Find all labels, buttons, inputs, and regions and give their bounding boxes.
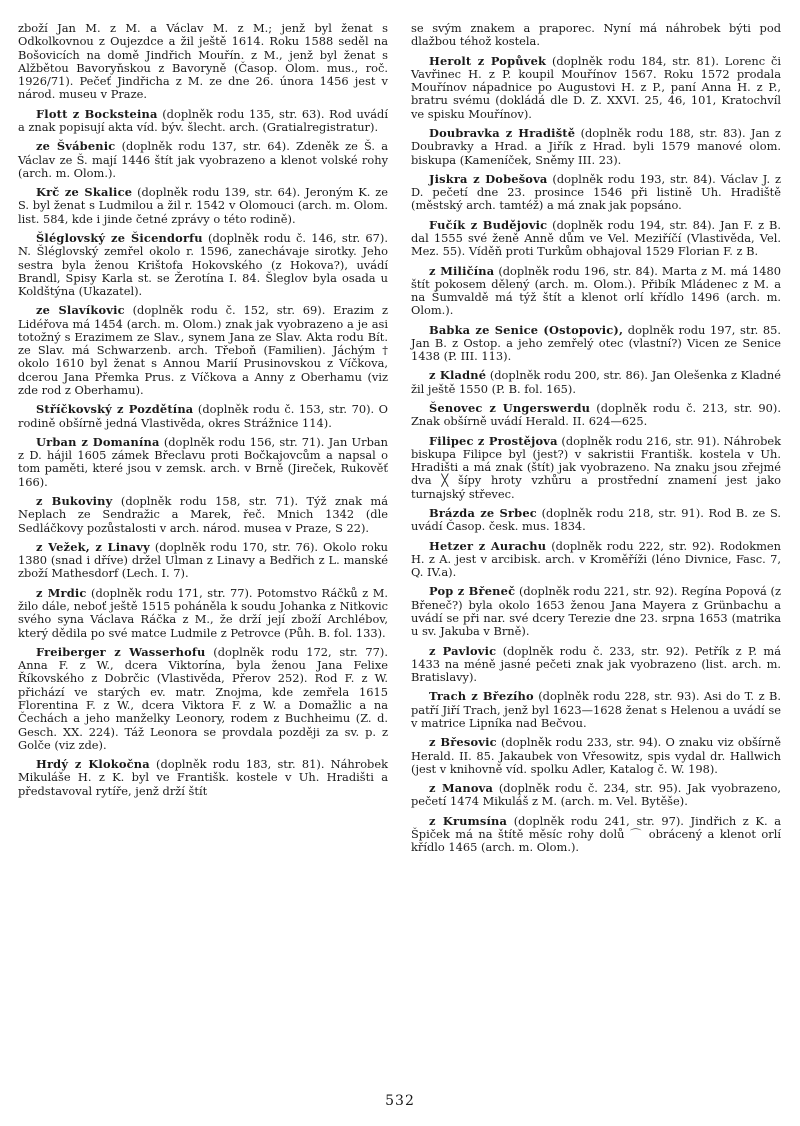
entry-cont-hrdy xyxy=(411,22,781,49)
entry-text: (doplněk rodu 158, str. 71). Týž znak má Neplach ze Sendražic a Marek, řeč. Mnich 1342 (dle Sedláčkovy pozůstalosti v arch. národ. musea v Praze, S 22). xyxy=(18,494,388,535)
entry-heading: ze Slavíkovic xyxy=(36,303,125,318)
entry-milicina xyxy=(411,265,781,318)
entry-heading: Freiberger z Wasserhofu xyxy=(36,644,206,659)
entry-heading: Šléglovský ze Šicendorfu xyxy=(36,230,203,245)
entry-heading: z Manova xyxy=(429,781,494,796)
entry-vezek xyxy=(18,541,388,581)
entry-heading: Trach z Březího xyxy=(429,689,534,704)
entry-sleglovsky xyxy=(18,232,388,298)
entry-heading: ze Švábenic xyxy=(36,139,116,154)
entry-doubravka xyxy=(411,127,781,167)
entry-text: (doplněk rodu 196, str. 84). Marta z M. má 1480 štít pokosem dělený (arch. m. Olom.). Přibík Mládenec z M. a na Šumvaldě má týž štít a klenot orlí křídlo 1496 (arch. m. Olom.). xyxy=(411,263,781,318)
entry-text: (doplněk rodu 193, str. 84). Václav J. z D. pečetí dne 23. prosince 1546 při listině Uh. Hradiště (městský arch. tamtéž) a má znak jak popsáno. xyxy=(411,171,781,213)
page-number: 532 xyxy=(385,1093,415,1109)
entry-text: (doplněk rodu 156, str. 71). Jan Urban z D. hájil 1605 zámek Břeclavu proti Bočkajovcům a napsal o tom paměti, které jsou v zemsk. arch. v Brně (Jireček, Rukověť 166). xyxy=(18,434,388,489)
entry-text: (doplněk rodu č. 233, str. 92). Petřík z P. má 1433 na méně jasné pečeti znak jak vyobrazeno (list. arch. m. Bratislavy). xyxy=(411,643,781,685)
entry-heading: Hetzer z Aurachu xyxy=(429,538,547,553)
entry-heading: Stříčkovský z Pozdětína xyxy=(36,402,194,417)
entry-pop xyxy=(411,585,781,638)
entry-krc xyxy=(18,186,388,226)
entry-senovec xyxy=(411,402,781,429)
entry-heading: Flott z Bocksteina xyxy=(36,106,158,121)
entry-jiskra xyxy=(411,173,781,213)
entry-filipec xyxy=(411,435,781,501)
entry-text: (doplněk rodu č. 146, str. 67). N. Šléglovský zemřel okolo r. 1596, zanechávaje sirotky. Jeho sestra byla ženou Krištofa Hokovského (z Hokova?), uvádí Brandl, Spisy Karla st. se Žerotína I. 84. Šleglov byla osada u Koldštýna (Ukazatel). xyxy=(18,230,388,299)
entry-heading: Krč ze Skalice xyxy=(36,185,133,200)
entry-text: (doplněk rodu 139, str. 64). Jeroným K. ze S. byl ženat s Ludmilou a žil r. 1542 v Olomouci (arch. m. Olom. list. 584, kde i jinde četné zprávy o této rodině). xyxy=(18,185,388,226)
entry-hrdy xyxy=(18,758,388,798)
right-column xyxy=(411,22,781,860)
left-column xyxy=(18,22,388,804)
entry-text: (doplněk rodu č. 153, str. 70). O rodině obšírně jedná Vlastivěda, okres Strážnice 114). xyxy=(18,402,389,430)
entry-heading: Filipec z Prostějova xyxy=(429,433,558,448)
entry-text: (doplněk rodu č. 152, str. 69). Erazim z Lidéřova má 1454 (arch. m. Olom.) znak jak vyobrazeno a je asi totožný s Erazimem ze Slav., synem Jana ze Slav. Akta rodu Bít. ze Slav. má Schwarzenb. arch. Třeboň (Familien). Jáchým † okolo 1610 byl ženat s Annou Marií Prusinovskou z Víčkova, dcerou Jana Přemka Prus. z Víčkova a Anny z Oberhamu (viz zde rod z Oberhamu). xyxy=(18,303,388,398)
entry-text: zboží Jan M. z M. a Václav M. z M.; jenž byl ženat s Odkolkovnou z Oujezdce a žil ještě 1614. Roku 1588 seděl na Bošovicích na domě Jindřich Mouřín. z M., jenž byl ženat s Alžbětou Bavoryňskou z Bavoryně (Časop. Olom. mus., roč. 1926/71). Pečeť Jindřicha z M. ze dne 26. února 1456 jest v národ. museu v Praze. xyxy=(18,21,388,102)
entry-text: doplněk rodu 197, str. 85. Jan B. z Ostop. a jeho zemřelý otec (vlastní?) Vicen ze Senice 1438 (P. III. 113). xyxy=(411,322,781,364)
entry-text: (doplněk rodu 241, str. 97). Jindřich z K. a Špiček má na štítě měsíc rohy dolů ⌒ obrácený a klenot orlí křídlo 1465 (arch. m. Olom.). xyxy=(411,813,781,855)
entry-text: (doplněk rodu 222, str. 92). Rodokmen H. z A. jest v arcibisk. arch. v Kroměříži (léno Divnice, Fasc. 7, Q. IV.a). xyxy=(411,538,782,580)
entry-cont-mourin xyxy=(18,22,388,102)
entry-strickovsky xyxy=(18,403,388,430)
entry-babka xyxy=(411,324,781,364)
entry-heading: z Kladné xyxy=(429,368,487,383)
entry-heading: z Miličína xyxy=(429,263,495,278)
entry-text: (doplněk rodu 233, str. 94). O znaku viz obšírně Herald. II. 85. Jakaubek von Vřesowitz, spis vydal dr. Hallwich (jest v knihovně víd. spolku Adler, Katalog č. W. 198). xyxy=(411,735,781,776)
entry-heading: Fučík z Budějovic xyxy=(429,217,548,232)
entry-kladne xyxy=(411,369,781,396)
entry-heading: z Břesovic xyxy=(429,735,497,750)
entry-text: (doplněk rodu 216, str. 91). Náhrobek biskupa Filipce byl (jest?) v sakristii Františk. kostela v Uh. Hradišti a má znak (štít) jak vyobrazeno. Na znaku jsou zřejmé dva ╳ šípy hroty vzhůru a prostřední znamení jest jako turnajský střevec. xyxy=(411,433,781,501)
entry-svabenic xyxy=(18,140,388,180)
entry-text: (doplněk rodu 188, str. 83). Jan z Doubravky a Hrad. a Jiřík z Hrad. byli 1579 manové olom. biskupa (Kameníček, Sněmy III. 23). xyxy=(411,125,781,167)
entry-text: (doplněk rodu 228, str. 93). Asi do T. z B. patří Jiří Trach, jenž byl 1623—1628 ženat s Helenou a uvádí se v matrice Lipníka nad Bečvou. xyxy=(411,689,781,730)
entry-heading: Herolt z Popůvek xyxy=(429,53,547,68)
entry-text: (doplněk rodu 172, str. 77). Anna F. z W., dcera Viktorína, byla ženou Jana Felixe Říkovského z Dobrčic (Vlastivěda, Přerov 252). Rod F. z W. přichází ve starých ev. matr. Znojma, kde zemřela 1615 Florentina F. z W., dcera Viktora F. z W. a Domažlic a na Čechách a jeho manželky Leonory, rodem z Buchheimu (Z. d. Gesch. XX. 224). Táž Leonora se provdala později za sv. p. z Golče (viz zde). xyxy=(18,644,388,752)
entry-heading: z Bukoviny xyxy=(36,494,113,508)
entry-heading: Babka ze Senice (Ostopovic), xyxy=(429,322,624,337)
entry-manova xyxy=(411,782,781,809)
entry-herolt xyxy=(411,55,781,121)
entry-text: (doplněk rodu č. 213, str. 90). Znak obšírně uvádí Herald. II. 624—625. xyxy=(411,401,781,429)
entry-mrdic xyxy=(18,587,388,640)
entry-text: (doplněk rodu 135, str. 63). Rod uvádí a znak popisují akta víd. býv. šlecht. arch. (Gratialregistratur). xyxy=(18,106,388,134)
entry-bresovic xyxy=(411,736,781,776)
entry-heading: Šenovec z Ungerswerdu xyxy=(429,401,591,416)
entry-fucik xyxy=(411,219,781,259)
entry-krumsina xyxy=(411,815,781,855)
entry-text: (doplněk rodu č. 234, str. 95). Jak vyobrazeno, pečetí 1474 Mikuláš z M. (arch. m. Vel. Bytěše). xyxy=(411,781,782,809)
entry-text: (doplněk rodu 194, str. 84). Jan F. z B. dal 1555 své ženě Anně dům ve Vel. Meziříčí (Vlastivěda, Vel. Mez. 55). Víděň proti Turkům obhajoval 1529 Florian F. z B. xyxy=(411,217,781,259)
entry-flott xyxy=(18,108,388,135)
entry-hetzer xyxy=(411,540,781,580)
entry-slavikovic xyxy=(18,304,388,397)
entry-brazda xyxy=(411,507,781,534)
entry-heading: Brázda ze Srbec xyxy=(429,506,537,520)
entry-text: (doplněk rodu 183, str. 81). Náhrobek Mikuláše H. z K. byl ve Františk. kostele v Uh. Hradišti a představoval rytíře, jenž drží štít xyxy=(18,757,388,798)
entry-text: se svým znakem a praporec. Nyní má náhrobek býti pod dlažbou téhož kostela. xyxy=(411,21,781,49)
entry-heading: z Pavlovic xyxy=(429,643,497,658)
entry-text: (doplněk rodu 218, str. 91). Rod B. ze S. uvádí Časop. česk. mus. 1834. xyxy=(411,506,781,534)
entry-pavlovic xyxy=(411,645,781,685)
entry-heading: Jiskra z Dobešova xyxy=(429,171,548,186)
entry-heading: Urban z Domanína xyxy=(36,434,160,449)
entry-heading: z Krumsína xyxy=(429,813,508,828)
entry-text: (doplněk rodu 137, str. 64). Zdeněk ze Š. a Václav ze Š. mají 1446 štít jak vyobrazeno a klenot volské rohy (arch. m. Olom.). xyxy=(18,139,388,180)
entry-trach xyxy=(411,690,781,730)
entry-heading: z Vežek, z Linavy xyxy=(36,539,150,554)
entry-text: (doplněk rodu 221, str. 92). Regína Popová (z Břeneč?) byla okolo 1653 ženou Jana Mayera z Grünbachu a uvádí se při nar. své dcery Terezie dne 23. srpna 1653 (matrika u sv. Jakuba v Brně). xyxy=(411,584,781,639)
entry-freiberger xyxy=(18,646,388,752)
entry-bukoviny xyxy=(18,495,388,535)
entry-text: (doplněk rodu 171, str. 77). Potomstvo Ráčků z M. žilo dále, neboť ještě 1515 poháněla k soudu Johanka z Nitkovic svého syna Václava Ráčka z M., že drží její zboží Archlébov, který dědila po své matce Ludmile z Petrovce (Půh. B. fol. 133). xyxy=(18,585,388,640)
entry-text: (doplněk rodu 184, str. 81). Lorenc či Vavřinec H. z P. koupil Mouřínov 1567. Roku 1572 prodala Mouřínov nápadnice po Augustovi H. z P., paní Anna H. z P., bratru svému (dokládá dle D. Z. XXVI. 25, 46, 101, Kratochvíl ve spisku Mouřínov). xyxy=(411,53,781,121)
entry-text: (doplněk rodu 170, str. 76). Okolo roku 1380 (snad i dříve) držel Ulman z Linavy a Bedřich z L. manské zboží Mathesdorf (Lech. I. 7). xyxy=(18,539,388,581)
entry-heading: z Mrdic xyxy=(36,585,87,600)
entry-heading: Hrdý z Klokočna xyxy=(36,757,150,772)
entry-urban xyxy=(18,436,388,489)
entry-heading: Doubravka z Hradiště xyxy=(429,125,576,140)
entry-heading: Pop z Břeneč xyxy=(429,584,516,599)
entry-text: (doplněk rodu 200, str. 86). Jan Olešenka z Kladné žil ještě 1550 (P. B. fol. 165). xyxy=(411,368,781,396)
